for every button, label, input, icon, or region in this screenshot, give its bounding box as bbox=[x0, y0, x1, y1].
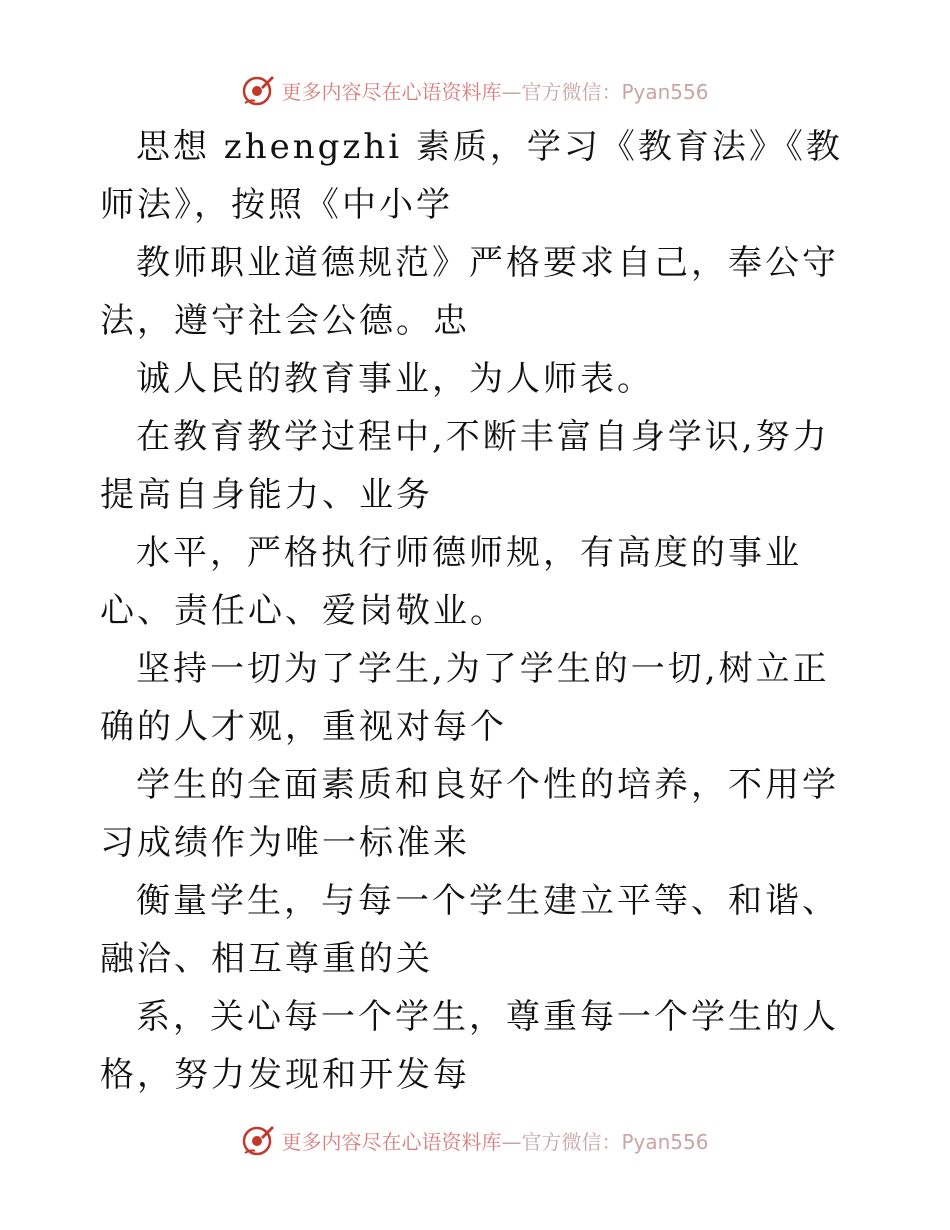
banner-dash: — bbox=[501, 79, 522, 104]
banner-slogan: 更多内容尽在心语资料库 bbox=[281, 1129, 502, 1154]
paragraph: 衡量学生，与每一个学生建立平等、和谐、融洽、相互尊重的关 bbox=[100, 881, 839, 979]
brush-logo-icon bbox=[241, 73, 275, 107]
footer-banner-text bbox=[281, 1126, 708, 1155]
header-banner bbox=[0, 70, 950, 110]
banner-wechat: 官方微信：Pyan556 bbox=[521, 79, 709, 104]
paragraph: 学生的全面素质和良好个性的培养，不用学习成绩作为唯一标准来 bbox=[100, 765, 839, 863]
paragraph: 水平，严格执行师德师规，有高度的事业心、责任心、爱岗敬业。 bbox=[100, 533, 802, 631]
paragraph: 教师职业道德规范》严格要求自己，奉公守法，遵守社会公德。忠 bbox=[100, 243, 839, 341]
banner-dash: — bbox=[501, 1129, 522, 1154]
paragraph: 思想 zhengzhi 素质，学习《教育法》《教师法》，按照《中小学 bbox=[100, 127, 843, 225]
header-banner-text bbox=[281, 76, 708, 105]
brush-logo-icon bbox=[241, 1123, 275, 1157]
footer-banner bbox=[0, 1120, 950, 1160]
document-body bbox=[100, 118, 860, 1104]
paragraph: 系，关心每一个学生，尊重每一个学生的人格，努力发现和开发每 bbox=[100, 997, 839, 1095]
paragraph: 在教育教学过程中,不断丰富自身学识,努力提高自身能力、业务 bbox=[100, 417, 830, 515]
banner-slogan: 更多内容尽在心语资料库 bbox=[281, 79, 502, 104]
banner-wechat: 官方微信：Pyan556 bbox=[521, 1129, 709, 1154]
paragraph: 诚人民的教育事业，为人师表。 bbox=[136, 359, 654, 399]
paragraph: 坚持一切为了学生,为了学生的一切,树立正确的人才观，重视对每个 bbox=[100, 649, 830, 747]
